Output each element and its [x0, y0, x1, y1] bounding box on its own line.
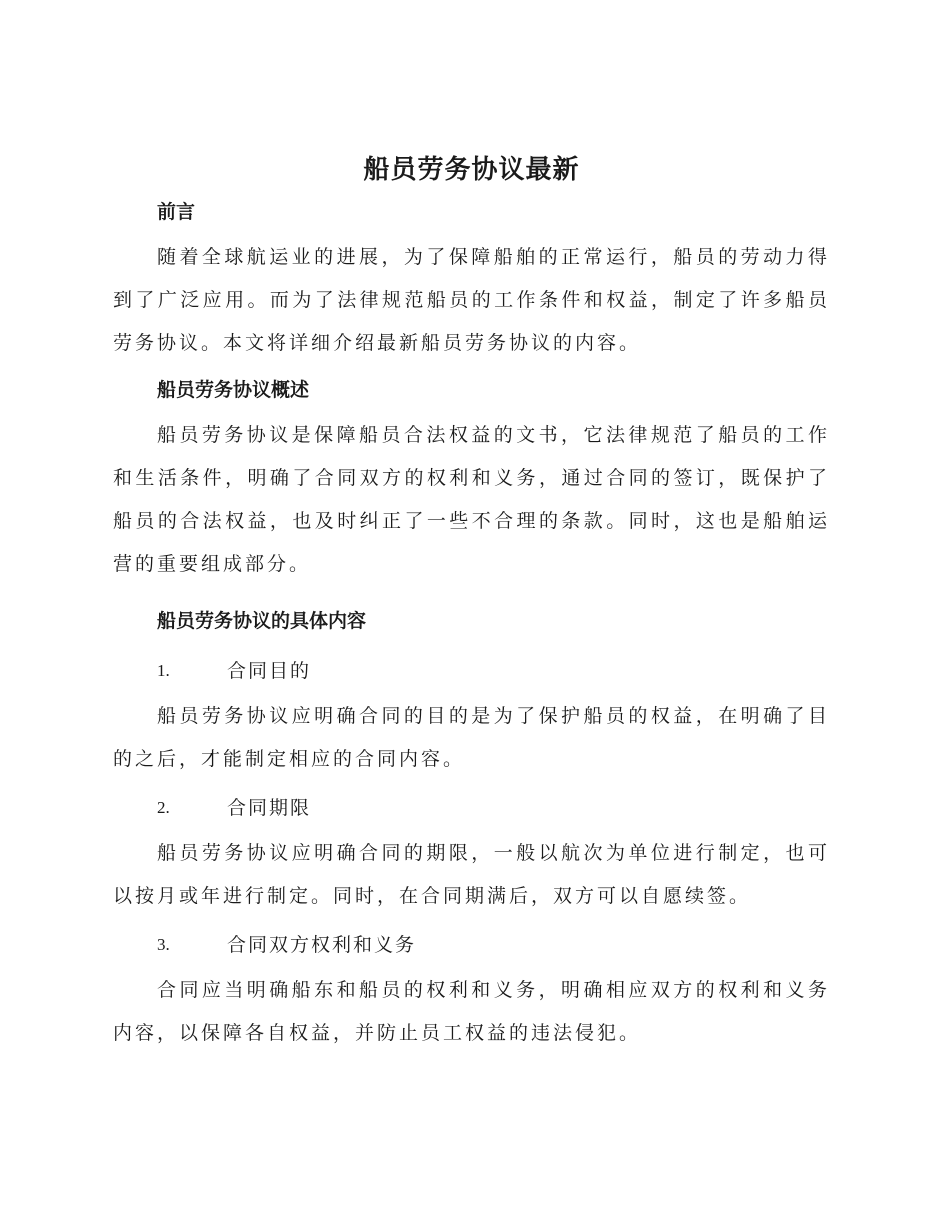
list-item	[113, 793, 830, 823]
document-title: 船员劳务协议最新	[363, 155, 580, 185]
preface-paragraph: 随着全球航运业的进展，为了保障船舶的正常运行，船员的劳动力得到了广泛应用。而为了法律规范船员的工作条件和权益，制定了许多船员劳务协议。本文将详细介绍最新船员劳务协议的内容。	[113, 246, 830, 354]
preface-heading: 前言	[157, 201, 196, 223]
list-item-number: 3.	[157, 935, 170, 954]
list-item	[113, 656, 830, 686]
document-body	[113, 150, 830, 1055]
list-item	[113, 930, 830, 960]
overview-paragraph: 船员劳务协议是保障船员合法权益的文书，它法律规范了船员的工作和生活条件，明确了合同双方的权利和义务，通过合同的签订，既保护了船员的合法权益，也及时纠正了一些不合理的条款。同时，这也是船舶运营的重要组成部分。	[113, 424, 830, 575]
list-item-paragraph: 船员劳务协议应明确合同的期限，一般以航次为单位进行制定，也可以按月或年进行制定。同时，在合同期满后，双方可以自愿续签。	[113, 842, 830, 907]
list-item-number: 1.	[157, 661, 170, 680]
overview-heading: 船员劳务协议概述	[157, 379, 310, 401]
content-heading: 船员劳务协议的具体内容	[157, 610, 367, 632]
list-item-label: 合同目的	[227, 660, 312, 682]
list-item-paragraph: 船员劳务协议应明确合同的目的是为了保护船员的权益，在明确了目的之后，才能制定相应的合同内容。	[113, 705, 830, 770]
list-item-label: 合同双方权利和义务	[227, 934, 417, 956]
list-item-label: 合同期限	[227, 797, 312, 819]
list-item-paragraph: 合同应当明确船东和船员的权利和义务，明确相应双方的权利和义务内容，以保障各自权益，并防止员工权益的违法侵犯。	[113, 979, 830, 1044]
list-item-number: 2.	[157, 798, 170, 817]
